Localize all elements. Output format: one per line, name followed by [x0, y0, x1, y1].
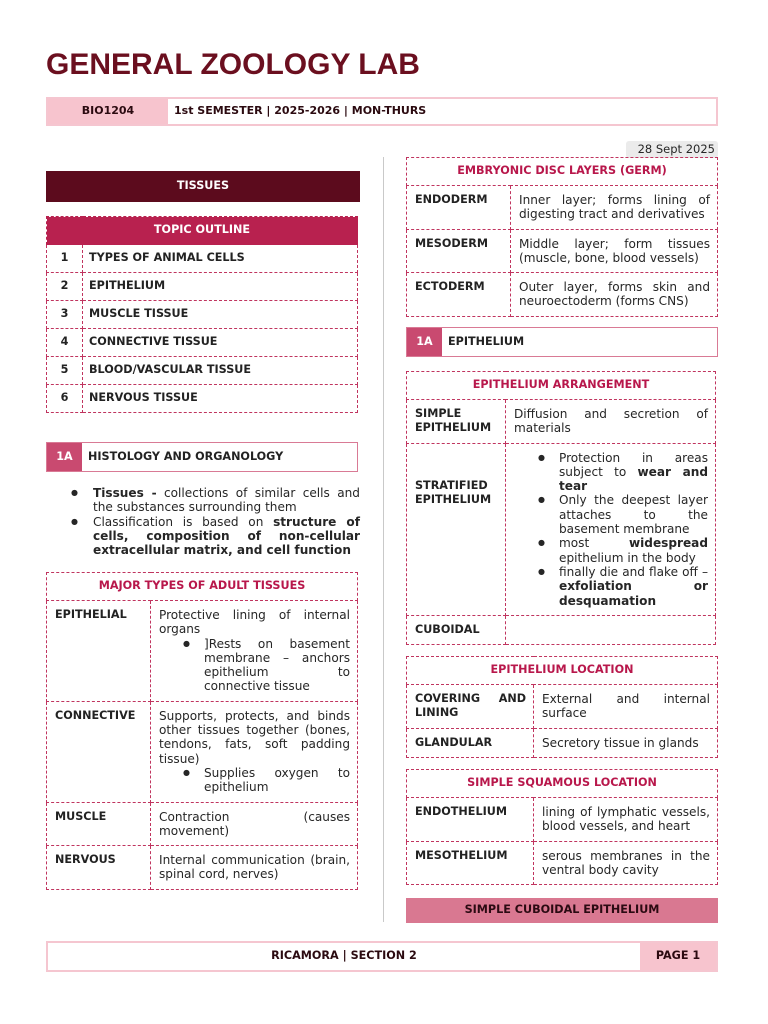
- section-title: HISTOLOGY AND ORGANOLOGY: [88, 449, 284, 463]
- bullet-emphasis: wear and tear: [559, 464, 709, 494]
- topic-row: [47, 357, 358, 385]
- topic-label: MUSCLE TISSUE: [83, 301, 358, 329]
- row-description: Outer layer, forms skin and neuroectoderm (forms CNS): [511, 273, 718, 317]
- histology-bullets: [46, 486, 360, 557]
- table-row: [47, 601, 358, 702]
- bullet-text: Only the deepest layer attaches to the basement membrane: [559, 493, 708, 537]
- row-description-empty: [506, 615, 716, 644]
- row-label: ENDODERM: [407, 186, 511, 230]
- topic-row: [47, 273, 358, 301]
- row-label: MUSCLE: [47, 802, 151, 846]
- bullet-text: collections of similar cells and the substances surrounding them: [93, 486, 360, 515]
- topic-row: [47, 301, 358, 329]
- page-title: GENERAL ZOOLOGY LAB: [46, 48, 420, 81]
- section-histology: [46, 442, 358, 472]
- column-divider: [383, 157, 384, 922]
- epithelium-arrangement-table: [406, 371, 716, 645]
- row-label: CONNECTIVE: [47, 701, 151, 802]
- topic-row: [47, 245, 358, 273]
- table-row: [407, 615, 716, 644]
- table-header: TOPIC OUTLINE: [47, 217, 358, 245]
- row-description: [151, 701, 358, 802]
- topic-row: [47, 329, 358, 357]
- description-text: Protective lining of internal organs: [159, 608, 350, 637]
- course-bar: [46, 97, 718, 126]
- topic-number: 6: [47, 385, 83, 413]
- row-label: MESOTHELIUM: [407, 841, 534, 885]
- course-details: 1st SEMESTER | 2025-2026 | MON-THURS: [174, 104, 427, 118]
- description-bullets: [159, 766, 350, 795]
- tissues-banner: TISSUES: [46, 171, 360, 202]
- bullet-text: most: [559, 536, 629, 551]
- section-tag: 1A: [407, 328, 442, 356]
- bullet-text: Classification is based on: [93, 514, 274, 529]
- bullet-emphasis: structure of cells, composition of non-cellular extracellular matrix, and cell function: [93, 514, 360, 558]
- row-description: Inner layer; forms lining of digesting tract and derivatives: [511, 186, 718, 230]
- row-description: lining of lymphatic vessels, blood vessels, and heart: [534, 798, 718, 842]
- germ-layers-table: [406, 157, 718, 317]
- table-row: [407, 798, 718, 842]
- bullet-item: ● ]Rests on basement membrane – anchors epithelium to connective tissue: [204, 637, 350, 694]
- bullet-text: epithelium in the body: [559, 550, 696, 565]
- adult-tissues-table: [46, 572, 358, 890]
- table-header-row: [407, 770, 718, 798]
- bullet-text: Protection in areas subject to: [559, 450, 708, 479]
- simple-cuboidal-heading: SIMPLE CUBOIDAL EPITHELIUM: [406, 898, 718, 923]
- bullet-item: [93, 486, 360, 515]
- table-header-row: [47, 217, 358, 245]
- row-label: EPITHELIAL: [47, 601, 151, 702]
- topic-label: NERVOUS TISSUE: [83, 385, 358, 413]
- table-row: [407, 186, 718, 230]
- table-row: [47, 846, 358, 890]
- date-badge: 28 Sept 2025: [626, 141, 718, 158]
- table-row: [407, 400, 716, 444]
- row-description: Diffusion and secretion of materials: [506, 400, 716, 444]
- row-label: SIMPLE EPITHELIUM: [407, 400, 506, 444]
- table-row: [407, 443, 716, 615]
- table-header: MAJOR TYPES OF ADULT TISSUES: [47, 573, 358, 601]
- table-header-row: [407, 158, 718, 186]
- bullet-term: Tissues -: [93, 486, 157, 500]
- row-label: ECTODERM: [407, 273, 511, 317]
- row-description: [506, 443, 716, 615]
- bullet-item: [559, 493, 708, 536]
- topic-row: [47, 385, 358, 413]
- bullet-emphasis: widespread: [628, 536, 708, 551]
- simple-squamous-location-table: [406, 769, 718, 885]
- row-description: [151, 601, 358, 702]
- table-header: SIMPLE SQUAMOUS LOCATION: [407, 770, 718, 798]
- bullet-item: [93, 515, 360, 558]
- bullet-text: finally die and flake off –: [559, 564, 708, 579]
- row-description: Secretory tissue in glands: [534, 728, 718, 757]
- topic-number: 4: [47, 329, 83, 357]
- table-row: [407, 273, 718, 317]
- row-label: COVERING AND LINING: [407, 685, 534, 729]
- table-header: EPITHELIUM LOCATION: [407, 657, 718, 685]
- page-footer: [46, 941, 718, 972]
- row-description: External and internal surface: [534, 685, 718, 729]
- topic-number: 3: [47, 301, 83, 329]
- section-title: EPITHELIUM: [448, 334, 525, 348]
- topic-outline-table: [46, 216, 358, 413]
- table-row: [47, 701, 358, 802]
- topic-label: EPITHELIUM: [83, 273, 358, 301]
- row-label: CUBOIDAL: [407, 615, 506, 644]
- course-code: BIO1204: [48, 99, 168, 124]
- topic-number: 5: [47, 357, 83, 385]
- bullet-item: ● Supplies oxygen to epithelium: [204, 766, 350, 795]
- epithelium-location-table: [406, 656, 718, 758]
- bullet-emphasis: exfoliation or desquamation: [559, 579, 708, 608]
- page-number: PAGE 1: [640, 943, 716, 970]
- table-row: [47, 802, 358, 846]
- bullet-item: [559, 565, 708, 608]
- table-header-row: [407, 372, 716, 400]
- row-description: Contraction (causes movement): [151, 802, 358, 846]
- bullet-item: [559, 536, 708, 565]
- section-epithelium: [406, 327, 718, 357]
- table-header: EMBRYONIC DISC LAYERS (GERM): [407, 158, 718, 186]
- footer-author: RICAMORA | SECTION 2: [271, 949, 417, 963]
- row-label: MESODERM: [407, 229, 511, 273]
- row-description: serous membranes in the ventral body cavity: [534, 841, 718, 885]
- topic-label: TYPES OF ANIMAL CELLS: [83, 245, 358, 273]
- table-row: [407, 685, 718, 729]
- topic-number: 2: [47, 273, 83, 301]
- topic-label: CONNECTIVE TISSUE: [83, 329, 358, 357]
- row-label: STRATIFIED EPITHELIUM: [407, 443, 506, 615]
- section-tag: 1A: [47, 443, 82, 471]
- row-label: GLANDULAR: [407, 728, 534, 757]
- table-header-row: [47, 573, 358, 601]
- topic-number: 1: [47, 245, 83, 273]
- table-header-row: [407, 657, 718, 685]
- topic-label: BLOOD/VASCULAR TISSUE: [83, 357, 358, 385]
- row-description: Internal communication (brain, spinal cord, nerves): [151, 846, 358, 890]
- table-row: [407, 229, 718, 273]
- bullet-item: [559, 451, 708, 494]
- description-bullets: [159, 637, 350, 694]
- table-row: [407, 841, 718, 885]
- row-label: ENDOTHELIUM: [407, 798, 534, 842]
- description-text: Supports, protects, and binds other tissues together (bones, tendons, fats, soft padding tissue): [159, 708, 350, 766]
- row-description: Middle layer; form tissues (muscle, bone, blood vessels): [511, 229, 718, 273]
- description-bullets: [514, 451, 708, 608]
- table-row: [407, 728, 718, 757]
- row-label: NERVOUS: [47, 846, 151, 890]
- table-header: EPITHELIUM ARRANGEMENT: [407, 372, 716, 400]
